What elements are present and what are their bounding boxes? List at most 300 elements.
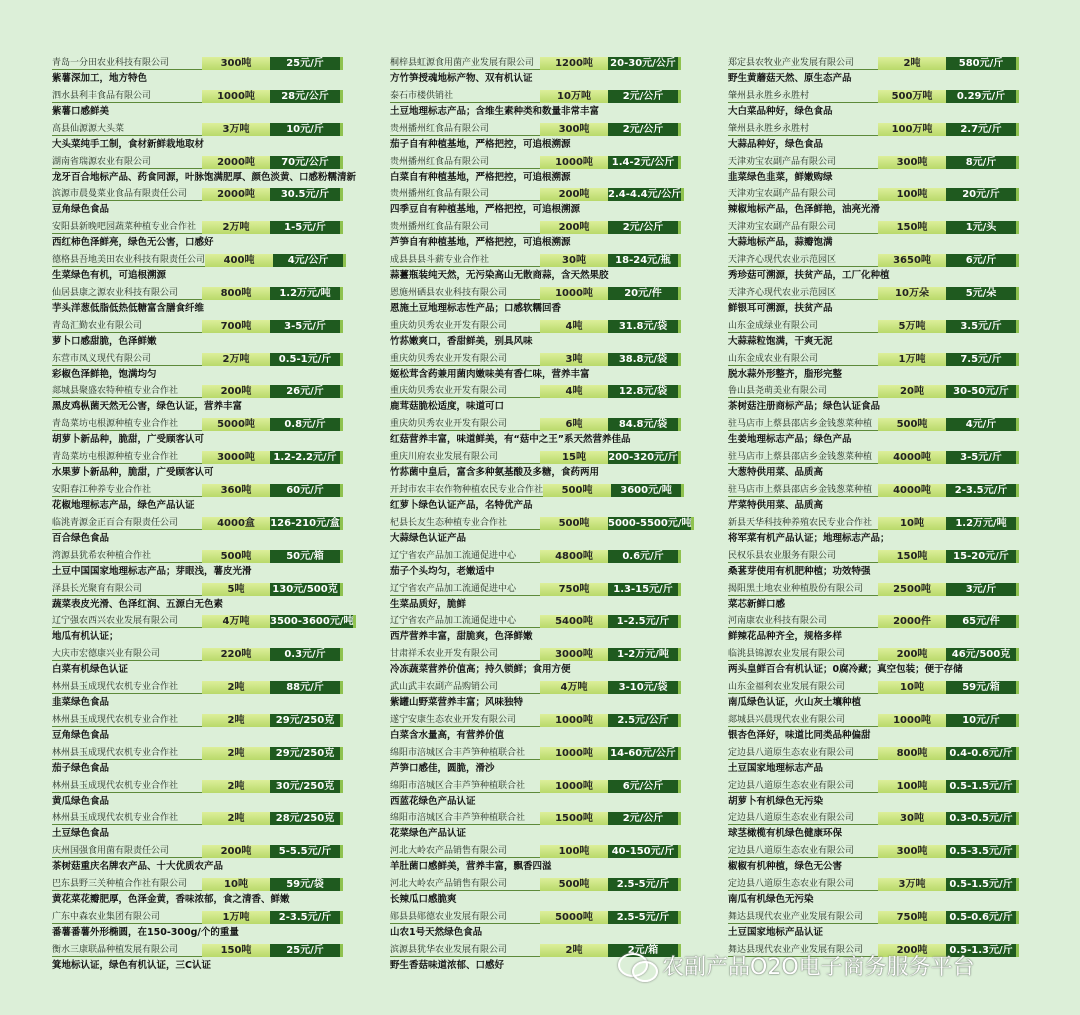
- product-entry: [728, 123, 1018, 156]
- product-description: 土豆中国国家地理标志产品；芽眼浅，薯皮光滑: [52, 565, 252, 577]
- company-name: 衡水三康联晶种植发展有限公司: [52, 944, 202, 957]
- watermark-text: 农副产品O2O电子商务服务平台: [662, 955, 975, 980]
- product-entry: [390, 517, 692, 550]
- price: 0.3-0.5元/斤: [946, 812, 1019, 825]
- quantity: 4吨: [540, 320, 608, 333]
- company-name: 郯城县聚盛农特种植专业合作社: [52, 385, 202, 398]
- company-name: 重庆幼贝秀农业开发有限公司: [390, 353, 540, 366]
- product-description: 大蒜蒜粒饱满，干爽无泥: [728, 335, 833, 347]
- price: 60元/斤: [270, 484, 343, 497]
- product-description: 将军菜有机产品认证；地理标志产品；: [728, 532, 890, 544]
- quantity: 300吨: [540, 123, 608, 136]
- quantity: 2万吨: [202, 353, 270, 366]
- company-name: 绵阳市涪城区合丰芦笋种植联合社: [390, 812, 540, 825]
- product-description: 韭菜绿色食品: [52, 697, 110, 709]
- wechat-icon: [618, 951, 656, 981]
- product-entry: [52, 583, 342, 616]
- company-name: 德格县吾地美田农业科技有限责任公司: [52, 255, 206, 266]
- quantity: 100吨: [540, 845, 608, 858]
- price: 5元/朵: [946, 287, 1019, 300]
- price: 6元/斤: [946, 254, 1019, 267]
- product-entry: [52, 451, 342, 484]
- company-name: 山东金成绿业有限公司: [728, 320, 878, 333]
- product-entry: [52, 681, 342, 714]
- company-name: 重庆幼贝秀农业开发有限公司: [390, 418, 540, 431]
- product-entry: [728, 320, 1018, 353]
- price: 84.8元/袋: [608, 418, 681, 431]
- product-entry: [52, 320, 342, 353]
- product-entry: [728, 90, 1018, 123]
- quantity: 200吨: [540, 188, 608, 201]
- company-name: 桐梓县虹源食用菌产业发展有限公司: [390, 57, 540, 70]
- price: 25元/斤: [270, 57, 343, 70]
- company-name: 郧县县郧德农业发展有限公司: [390, 911, 540, 924]
- product-entry: [390, 583, 680, 616]
- company-name: 贵州播州红食品有限公司: [390, 221, 540, 234]
- company-name: 郑定县农牧业产业发展有限公司: [728, 57, 878, 70]
- product-entry: [52, 254, 342, 287]
- product-entry: [390, 878, 680, 911]
- product-entry: [52, 845, 342, 878]
- product-entry: [390, 780, 680, 813]
- price: 26元/斤: [270, 385, 343, 398]
- product-description: 大蒜品种好，绿色食品: [728, 138, 824, 150]
- price: 1-2.5元/斤: [608, 615, 681, 628]
- product-description: 茄子个头均匀，老嫩适中: [390, 565, 495, 577]
- quantity: 500吨: [543, 484, 611, 497]
- product-entry: [52, 188, 342, 221]
- product-description: 桑葚芽使用有机肥种植；功效特强: [728, 565, 871, 577]
- quantity: 2吨: [878, 57, 946, 70]
- company-name: 开封市农丰农作物种植农民专业合作社: [390, 484, 544, 495]
- company-name: 驻马店市上蔡县邵店乡金钱葱菜种植: [728, 484, 878, 497]
- quantity: 200吨: [540, 221, 608, 234]
- product-description: 长辣瓜口感脆爽: [390, 894, 457, 906]
- quantity: 1万吨: [202, 911, 270, 924]
- company-name: 滨源县犹华农业发展有限公司: [390, 944, 540, 957]
- company-name: 临洮县锦源农业发展有限公司: [728, 648, 878, 661]
- product-description: 生菜品质好，脆鲜: [390, 598, 467, 610]
- company-name: 天津齐心现代农业示范园区: [728, 254, 878, 267]
- product-entry: [52, 517, 342, 550]
- price: 1.2万元/吨: [270, 287, 343, 300]
- quantity: 1000吨: [540, 156, 608, 169]
- price: 2元/箱: [608, 944, 681, 957]
- quantity: 500吨: [540, 517, 608, 530]
- product-entry: [52, 353, 342, 386]
- product-description: 野生黄蘑菇天然、原生态产品: [728, 73, 852, 84]
- quantity: 3650吨: [878, 254, 946, 267]
- product-entry: [728, 418, 1018, 451]
- quantity: 100吨: [878, 188, 946, 201]
- product-description: 球茎橄榄有机绿色健康环保: [728, 828, 843, 840]
- price: 59元/袋: [270, 878, 343, 891]
- quantity: 150吨: [202, 944, 270, 957]
- company-name: 辽宁强农西兴农业发展有限公司: [52, 615, 202, 628]
- product-description: 鲜银耳可溯源，扶贫产品: [728, 302, 833, 314]
- product-entry: [52, 648, 342, 681]
- company-name: 舞达县现代农业产业发展有限公司: [728, 944, 878, 957]
- company-name: 河南康农业科技有限公司: [728, 615, 878, 628]
- product-description: 黄瓜绿色食品: [52, 795, 110, 807]
- quantity: 20吨: [878, 385, 946, 398]
- product-entry: [52, 911, 342, 944]
- product-entry: [390, 484, 680, 517]
- price: 30-50元/斤: [946, 385, 1019, 398]
- quantity: 5吨: [202, 583, 270, 596]
- product-entry: [390, 221, 680, 254]
- product-entry: [390, 156, 680, 189]
- company-name: 定边县八道原生态农业有限公司: [728, 747, 878, 760]
- price: 2.5元/公斤: [608, 714, 681, 727]
- product-description: 百合绿色食品: [52, 532, 110, 544]
- quantity: 150吨: [878, 221, 946, 234]
- price: 0.4-0.6元/斤: [946, 747, 1019, 760]
- product-entry: [52, 156, 357, 189]
- product-entry: [390, 353, 680, 386]
- product-entry: [390, 57, 680, 90]
- product-entry: [52, 418, 342, 451]
- company-name: 定边县八道原生态农业有限公司: [728, 878, 878, 891]
- product-entry: [728, 287, 1018, 320]
- quantity: 750吨: [878, 911, 946, 924]
- product-description: 地瓜有机认证；: [52, 631, 119, 643]
- product-description: 豆角绿色食品: [52, 729, 110, 741]
- price: 40-150元/斤: [608, 845, 681, 858]
- product-description: 白菜自有种植基地，严格把控，可追根溯源: [390, 171, 571, 183]
- quantity: 1000吨: [540, 780, 608, 793]
- product-description: 山农1号天然绿色食品: [390, 926, 483, 938]
- product-description: 南瓜绿色认证，火山灰土壤种植: [728, 697, 862, 709]
- company-name: 安阳县新晚吧园蔬菜种植专业合作社: [52, 221, 202, 234]
- product-entry: [52, 287, 342, 320]
- product-description: 豆角绿色食品: [52, 204, 110, 216]
- company-name: 重庆幼贝秀农业开发有限公司: [390, 385, 540, 398]
- price: 2元/公斤: [608, 123, 681, 136]
- price: 7.5元/斤: [946, 353, 1019, 366]
- company-name: 临洮青源金正百合有限责任公司: [52, 517, 202, 530]
- quantity: 360吨: [202, 484, 270, 497]
- company-name: 林州县玉成现代农机专业合作社: [52, 747, 202, 760]
- company-name: 东营市凤义现代有限公司: [52, 353, 202, 366]
- price: 50元/箱: [270, 550, 343, 563]
- company-name: 肇州县永胜乡永胜村: [728, 123, 878, 136]
- price: 28元/公斤: [270, 90, 343, 103]
- price: 70元/公斤: [270, 156, 343, 169]
- product-description: 紫薯口感鲜美: [52, 105, 110, 117]
- product-description: 姬松茸含药兼用菌肉嫩味美有香仁味，营养丰富: [390, 368, 590, 380]
- price: 15-20元/斤: [946, 550, 1019, 563]
- company-name: 重庆川府农业发展有限公司: [390, 451, 540, 464]
- company-name: 湖南省瑞源农业有限公司: [52, 156, 202, 169]
- quantity: 1200吨: [540, 57, 608, 70]
- price: 2元/公斤: [608, 812, 681, 825]
- price: 20-30元/公斤: [608, 57, 681, 70]
- price: 29元/250克: [270, 714, 343, 727]
- product-entry: [52, 780, 342, 813]
- company-name: 青岛菜坊屯根源种植专业合作社: [52, 418, 202, 431]
- quantity: 3000吨: [202, 451, 270, 464]
- company-name: 辽宁省农产品加工流通促进中心: [390, 583, 540, 596]
- price: 18-24元/瓶: [608, 254, 681, 267]
- price: 1.2-2.2元/斤: [270, 451, 343, 464]
- quantity: 10吨: [878, 681, 946, 694]
- product-description: 辣椒地标产品，色泽鲜艳，油亮光滑: [728, 204, 881, 216]
- product-description: 紫薯深加工，地方特色: [52, 73, 148, 84]
- price: 1.3-15元/斤: [608, 583, 681, 596]
- company-name: 泽县长光聚育有限公司: [52, 583, 202, 596]
- product-entry: [390, 550, 680, 583]
- company-name: 杞县长友生态种植专业合作社: [390, 517, 540, 530]
- price: 46元/500克: [946, 648, 1019, 661]
- company-name: 贵州播州红食品有限公司: [390, 156, 540, 169]
- product-description: 羊肚菌口感鲜美，营养丰富，飘香四溢: [390, 861, 552, 873]
- quantity: 2500吨: [878, 583, 946, 596]
- quantity: 500吨: [878, 418, 946, 431]
- price: 38.8元/袋: [608, 353, 681, 366]
- product-description: 脱水蒜外形整齐，脂形完整: [728, 368, 843, 380]
- watermark: [618, 950, 975, 981]
- product-entry: [728, 221, 1018, 254]
- quantity: 700吨: [202, 320, 270, 333]
- product-description: 土豆绿色食品: [52, 828, 110, 840]
- company-name: 武山武丰农副产品购销公司: [390, 681, 540, 694]
- company-name: 林州县玉成现代农机专业合作社: [52, 681, 202, 694]
- price: 31.8元/袋: [608, 320, 681, 333]
- company-name: 定边县八道原生态农业有限公司: [728, 812, 878, 825]
- quantity: 10吨: [202, 878, 270, 891]
- product-description: 红萝卜绿色认证产品，名特优产品: [390, 499, 533, 511]
- price: 3-10元/袋: [608, 681, 681, 694]
- product-description: 茶树菇注册商标产品；绿色认证食品: [728, 401, 881, 413]
- product-description: 方竹笋授魂地标产物、双有机认证: [390, 73, 533, 84]
- product-entry: [390, 254, 680, 287]
- price: 200-320元/斤: [608, 451, 681, 464]
- price: 3元/斤: [946, 583, 1019, 596]
- product-entry: [390, 747, 680, 780]
- price: 0.8元/斤: [270, 418, 343, 431]
- price: 20元/件: [608, 287, 681, 300]
- product-description: 红菇营养丰富，味道鲜美，有“菇中之王”系天然营养佳品: [390, 434, 631, 446]
- company-name: 湾源县犹希农种植合作社: [52, 550, 202, 563]
- product-description: 龙牙百合地标产品、药食同源，叶脉饱满肥厚、颜色淡黄、口感粉糯清新: [52, 171, 357, 183]
- product-description: 银杏色泽好，味道比同类品种偏甜: [728, 729, 871, 741]
- product-description: 生姜地理标志产品；绿色产品: [728, 434, 852, 446]
- product-description: 胡萝卜有机绿色无污染: [728, 795, 824, 807]
- price: 1.2万元/吨: [946, 517, 1019, 530]
- quantity: 4000盒: [202, 517, 270, 530]
- product-entry: [728, 714, 1018, 747]
- company-name: 广东中森农业集团有限公司: [52, 911, 202, 924]
- company-name: 青岛汇勤农业有限公司: [52, 320, 202, 333]
- product-description: 秀珍菇可溯源，扶贫产品，工厂化种植: [728, 270, 890, 282]
- price: 5-5.5元/斤: [270, 845, 343, 858]
- quantity: 500吨: [202, 550, 270, 563]
- company-name: 林州县玉成现代农机专业合作社: [52, 812, 202, 825]
- price: 0.5-3.5元/斤: [946, 845, 1019, 858]
- product-entry: [390, 123, 680, 156]
- company-name: 泰石市楼供销社: [390, 90, 540, 103]
- price: 2.4-4.4元/公斤: [608, 188, 684, 201]
- quantity: 2000吨: [202, 156, 270, 169]
- company-name: 郯城县兴晨现代农业有限公司: [728, 714, 878, 727]
- price: 2-3.5元/斤: [270, 911, 343, 924]
- price: 3600元/吨: [611, 484, 684, 497]
- company-name: 大庆市宏德康兴业有限公司: [52, 648, 202, 661]
- company-name: 林州县玉成现代农机专业合作社: [52, 714, 202, 727]
- quantity: 500万吨: [878, 90, 946, 103]
- price: 28元/250克: [270, 812, 343, 825]
- price: 0.3元/斤: [270, 648, 343, 661]
- quantity: 2000吨: [202, 188, 270, 201]
- quantity: 3万吨: [878, 878, 946, 891]
- quantity: 5万吨: [878, 320, 946, 333]
- price: 1-5元/斤: [270, 221, 343, 234]
- company-name: 绵阳市涪城区合丰芦笋种植联合社: [390, 780, 540, 793]
- company-name: 山东金成农业有限公司: [728, 353, 878, 366]
- company-name: 鲁山县尧萌美业有限公司: [728, 385, 878, 398]
- product-entry: [728, 911, 1018, 944]
- product-entry: [52, 878, 342, 911]
- product-entry: [390, 188, 680, 221]
- product-description: 大头菜纯手工制，食材新鲜栽地取材: [52, 138, 205, 150]
- price: 12.8元/袋: [608, 385, 681, 398]
- company-name: 天津劝宝农副产品有限公司: [728, 221, 878, 234]
- product-description: 黑皮鸡枞菌天然无公害，绿色认证，营养丰富: [52, 401, 243, 413]
- product-entry: [390, 90, 680, 123]
- product-description: 茄子自有种植基地，严格把控，可追根溯源: [390, 138, 571, 150]
- quantity: 750吨: [540, 583, 608, 596]
- quantity: 4000吨: [878, 451, 946, 464]
- price: 0.6元/斤: [608, 550, 681, 563]
- product-description: 萝卜口感甜脆，色泽鲜嫩: [52, 335, 157, 347]
- price: 14-60元/公斤: [608, 747, 681, 760]
- company-name: 舞达县现代农业产业发展有限公司: [728, 911, 878, 924]
- column-middle: [390, 57, 692, 977]
- quantity: 300吨: [202, 57, 270, 70]
- product-description: 鹿茸菇脆松适度，味道可口: [390, 401, 505, 413]
- quantity: 3000吨: [540, 648, 608, 661]
- price: 2-3.5元/斤: [946, 484, 1019, 497]
- quantity: 1000吨: [540, 747, 608, 760]
- company-name: 揭阳黑土地农业种植股份有限公司: [728, 583, 878, 596]
- quantity: 800吨: [878, 747, 946, 760]
- price: 0.5-1.3元/斤: [946, 944, 1019, 957]
- product-description: 胡萝卜新品种，脆甜，广受顾客认可: [52, 434, 205, 446]
- company-name: 高县仙源源大头菜: [52, 123, 202, 136]
- quantity: 220吨: [202, 648, 270, 661]
- product-description: 土豆地理标志产品；含维生素种类和数量非常丰富: [390, 105, 600, 117]
- column-left: [52, 57, 357, 977]
- product-entry: [390, 418, 680, 451]
- company-name: 仙居县康之源农业科技有限公司: [52, 287, 202, 300]
- quantity: 2吨: [202, 681, 270, 694]
- product-description: 番薯番薯外形椭圆，在150-300g/个的重量: [52, 926, 239, 938]
- product-description: 土豆国家地理标志产品: [728, 762, 824, 774]
- quantity: 2吨: [202, 780, 270, 793]
- quantity: 800吨: [202, 287, 270, 300]
- price: 4元/斤: [946, 418, 1019, 431]
- company-name: 重庆幼贝秀农业开发有限公司: [390, 320, 540, 333]
- price: 29元/250克: [270, 747, 343, 760]
- company-name: 新县天华科技种养殖农民专业合作社: [728, 517, 878, 530]
- product-description: 大葱特供用菜、品质高: [728, 467, 824, 479]
- product-entry: [728, 681, 1018, 714]
- company-name: 滨源市晨曼菜业食品有限责任公司: [52, 188, 202, 201]
- product-entry: [728, 550, 1018, 583]
- product-description: 白菜含水量高，有营养价值: [390, 729, 505, 741]
- product-description: 生菜绿色有机，可追根溯源: [52, 270, 167, 282]
- price: 2.5-5元/斤: [608, 878, 681, 891]
- company-name: 定边县八道原生态农业有限公司: [728, 780, 878, 793]
- price: 1.4-2元/公斤: [608, 156, 681, 169]
- price: 59元/箱: [946, 681, 1019, 694]
- quantity: 150吨: [878, 550, 946, 563]
- company-name: 河北大岭农产品销售有限公司: [390, 845, 540, 858]
- product-entry: [728, 780, 1018, 813]
- product-entry: [390, 812, 680, 845]
- product-entry: [52, 57, 342, 90]
- quantity: 4吨: [540, 385, 608, 398]
- company-name: 天津劝宝农副产品有限公司: [728, 156, 878, 169]
- product-entry: [52, 812, 342, 845]
- product-entry: [390, 911, 680, 944]
- quantity: 100吨: [878, 780, 946, 793]
- quantity: 4000吨: [878, 484, 946, 497]
- price: 130元/500克: [270, 583, 343, 596]
- company-name: 恩施州硒县农业科技有限公司: [390, 287, 540, 300]
- quantity: 2吨: [202, 812, 270, 825]
- product-entry: [728, 156, 1018, 189]
- price: 0.5-1.5元/斤: [946, 780, 1019, 793]
- product-description: 芦笋口感佳，圆脆，滑沙: [390, 762, 495, 774]
- quantity: 200吨: [202, 385, 270, 398]
- quantity: 1000吨: [540, 287, 608, 300]
- product-description: 竹荪嫩爽口，香甜鲜美，别具风味: [390, 335, 533, 347]
- product-description: 大白菜品种好，绿色食品: [728, 105, 833, 117]
- product-description: 蔬菜表皮光滑、色泽红润、五源白无色素: [52, 598, 224, 610]
- product-description: 黄花菜花瓣肥厚，色泽金黄，香味浓郁，食之清香、鲜嫩: [52, 894, 290, 906]
- company-name: 遂宁安康生态农业开发有限公司: [390, 714, 540, 727]
- product-entry: [390, 385, 680, 418]
- quantity: 4800吨: [540, 550, 608, 563]
- quantity: 2吨: [202, 714, 270, 727]
- product-description: 芋头洋葱低脂低热低糖富含膳食纤维: [52, 302, 205, 314]
- company-name: 泗水县利丰食品有限公司: [52, 90, 202, 103]
- product-entry: [390, 320, 680, 353]
- quantity: 1000吨: [540, 714, 608, 727]
- product-entry: [728, 878, 1018, 911]
- quantity: 200吨: [878, 944, 946, 957]
- quantity: 2吨: [540, 944, 608, 957]
- product-description: 菜芯新鲜口感: [728, 598, 786, 610]
- product-description: 芦笋自有种植基地，严格把控，可追根溯源: [390, 237, 571, 249]
- company-name: 辽宁省农产品加工流通促进中心: [390, 550, 540, 563]
- quantity: 1500吨: [540, 812, 608, 825]
- price: 3500-3600元/吨: [270, 615, 356, 628]
- quantity: 100万吨: [878, 123, 946, 136]
- company-name: 安阳春江种养专业合作社: [52, 484, 202, 497]
- product-description: 白菜有机绿色认证: [52, 664, 129, 676]
- product-description: 西蓝花绿色产品认证: [390, 795, 476, 807]
- product-description: 茶树菇重庆名牌农产品、十大优质农产品: [52, 861, 224, 873]
- product-entry: [728, 648, 1018, 681]
- quantity: 200吨: [878, 648, 946, 661]
- quantity: 15吨: [540, 451, 608, 464]
- product-entry: [728, 747, 1018, 780]
- company-name: 贵州播州红食品有限公司: [390, 123, 540, 136]
- product-entry: [728, 451, 1018, 484]
